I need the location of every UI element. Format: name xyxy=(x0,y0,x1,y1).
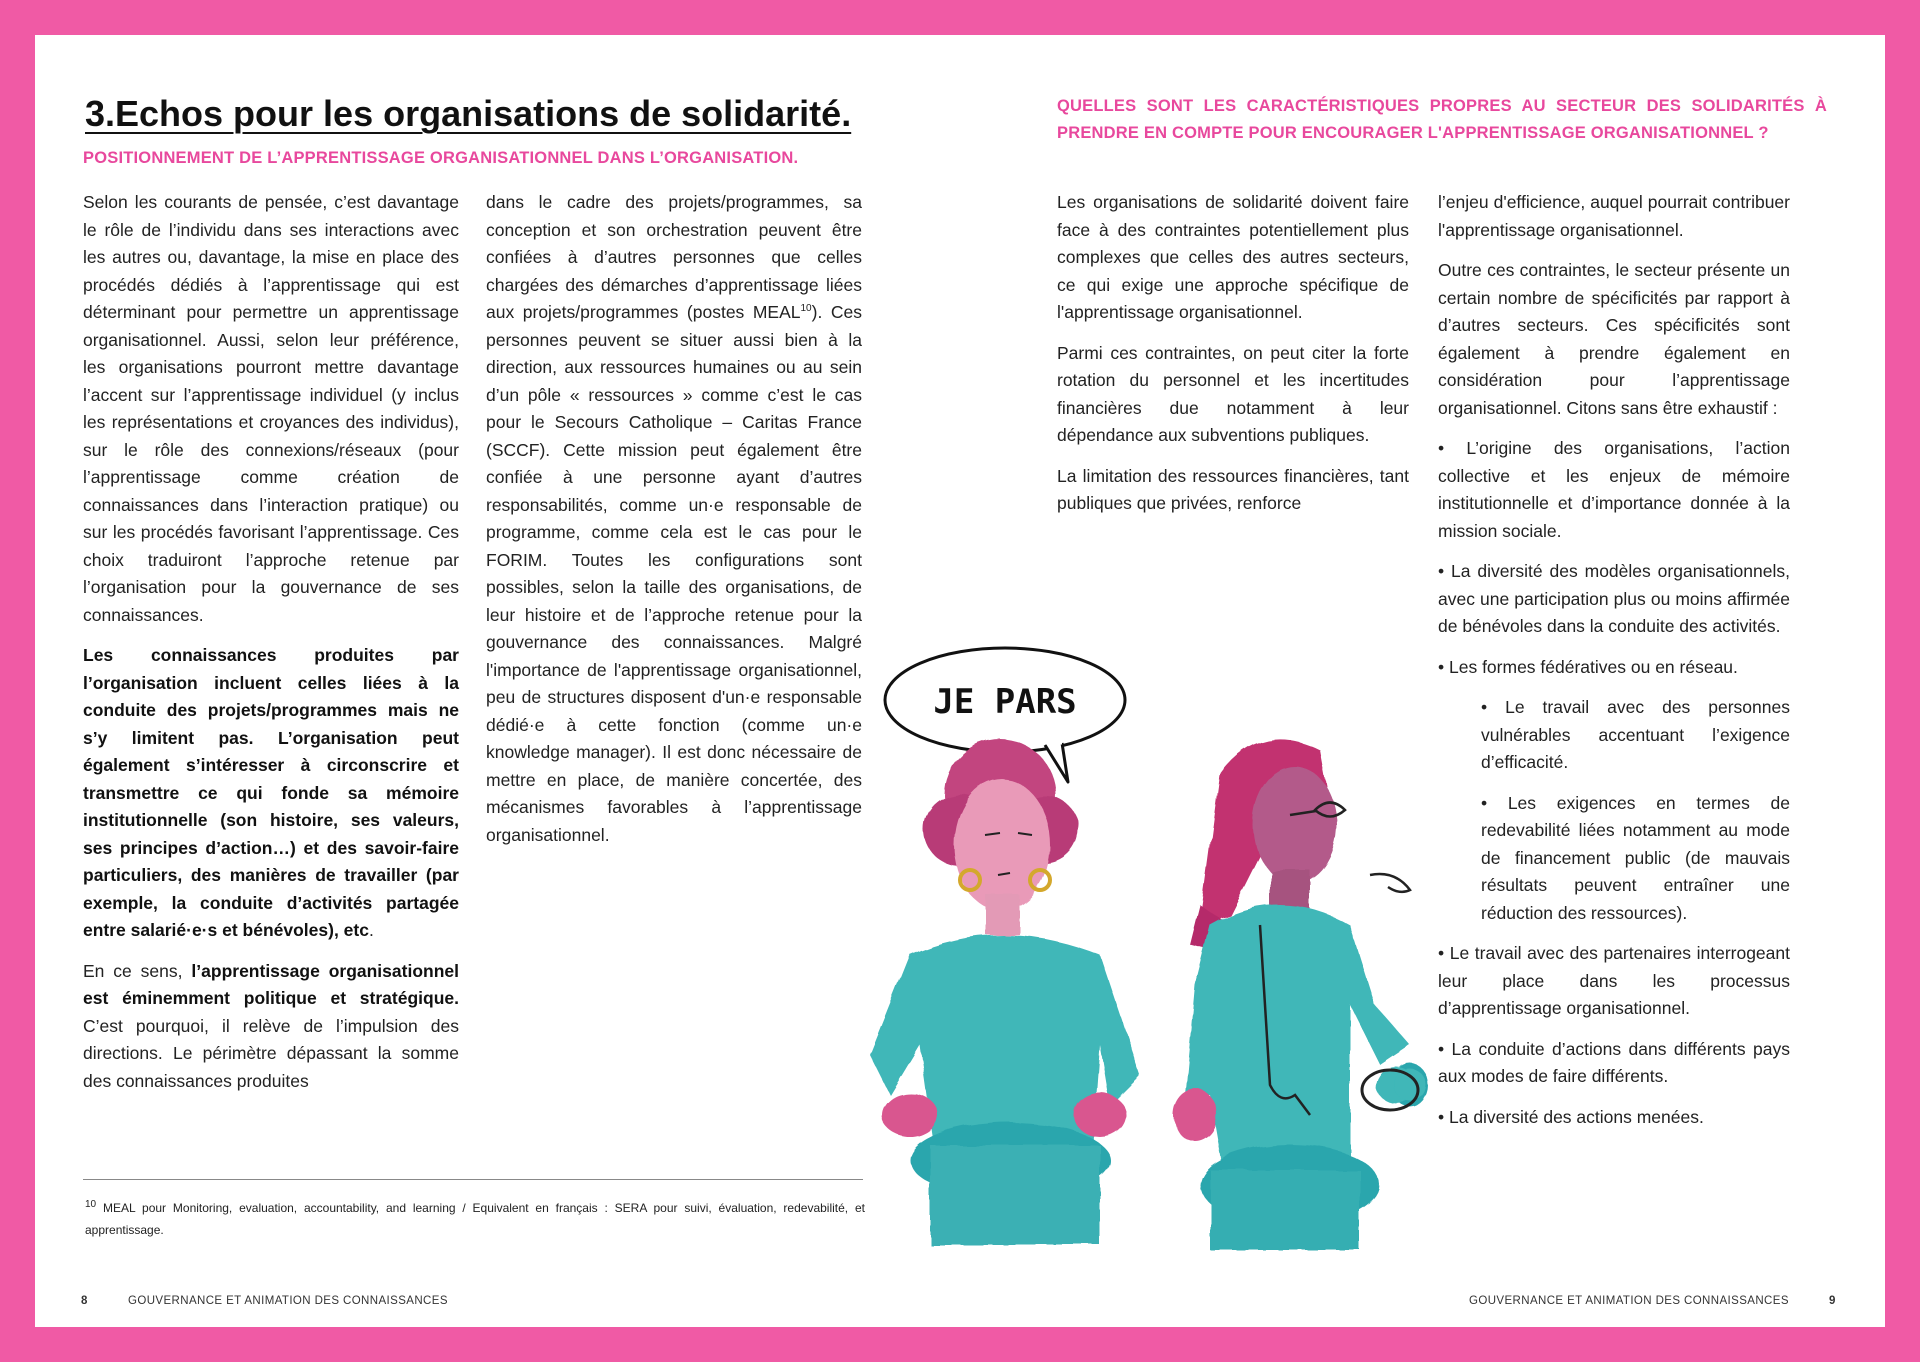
left-col2-p1-b: ). Ces personnes peuvent se situer aussi bien à la direction, aux ressources humaines ou au sein d’un pôle « ressources » comme c’est le cas pour le Secours Catholique – Caritas France (SCCF). Cette mission peut également être confiée à une personne ayant d’autres responsabilités, comme un·e responsable de programme, comme cela est le cas pour le FORIM. Toutes les configurations sont possibles, selon la taille des organisations, de leur histoire et de l’approche retenue pour la gouvernance des connaissances. Malgré l'importance de l'apprentissage organisationnel, peu de structures disposent d'un·e responsable dédié·e à cette fonction (comme un·e knowledge manager). Il est donc nécessaire de mettre en place, de manière concertée, des mécanismes favorables à l’apprentissage organisationnel. xyxy=(486,302,862,845)
speech-bubble-text: JE PARS xyxy=(933,682,1077,722)
footnote-ref-10[interactable]: 10 xyxy=(800,303,812,315)
document-spread xyxy=(35,35,1885,1327)
left-subheading: POSITIONNEMENT DE L’APPRENTISSAGE ORGANISATIONNEL DANS L’ORGANISATION. xyxy=(83,149,799,167)
left-col1-paragraph-2-end: . xyxy=(368,920,374,940)
footnote-divider xyxy=(83,1179,863,1180)
bullet-item: • Le travail avec des personnes vulnérables accentuant l’exigence d’efficacité. xyxy=(1481,697,1790,772)
bullet-item: • Le travail avec des partenaires interrogeant leur place dans les processus d’apprentissage organisationnel. xyxy=(1438,943,1790,1018)
left-col1-p3-rest: C’est pourquoi, il relève de l’impulsion des directions. Le périmètre dépassant la somme des connaissances produites xyxy=(83,1015,459,1091)
right-col1-paragraph-1: Les organisations de solidarité doivent faire face à des contraintes potentiellement plus complexes que celles des autres secteurs, ce qui exige une approche spécifique de l'apprentissage organisationnel. xyxy=(1057,192,1409,322)
footnote-number: 10 xyxy=(85,1199,97,1210)
right-col2-paragraph-2: Outre ces contraintes, le secteur présente un certain nombre de spécificités par rapport à d’autres secteurs. Ces spécificités sont également à prendre également en considération pour l’apprentissage organisationnel. Citons sans être exhaustif : xyxy=(1438,260,1790,418)
bullet-item: • Les formes fédératives ou en réseau. xyxy=(1438,656,1738,677)
left-col1-p3-intro: En ce sens, xyxy=(83,960,192,981)
left-col2-p1-a: dans le cadre des projets/programmes, sa conception et son orchestration peuvent être confiées à d’autres personnes que celles chargées des démarches d’apprentissage liées aux projets/programmes (postes MEAL xyxy=(486,192,862,322)
footer-left: GOUVERNANCE ET ANIMATION DES CONNAISSANCES xyxy=(128,1295,448,1307)
bullet-item: • L’origine des organisations, l’action collective et les enjeux de mémoire institutionnelle et d’importance donnée à la mission sociale. xyxy=(1438,438,1790,541)
left-col1-paragraph-2-bold: Les connaissances produites par l’organisation incluent celles liées à la conduite des projets/programmes mais ne s’y limitent pas. L’organisation peut également s’intéresser à circonscrire et transmettre ce qui fonde sa mémoire institutionnelle (son histoire, ses valeurs, ses principes d’action…) et des savoir-faire particuliers, des manières de travailler (par exemple, la conduite d’activités partagée entre salarié·e·s et bénévoles), etc xyxy=(83,645,459,940)
bullet-item: • La diversité des actions menées. xyxy=(1438,1106,1704,1127)
right-subheading: QUELLES SONT LES CARACTÉRISTIQUES PROPRES AU SECTEUR DES SOLIDARITÉS À PRENDRE EN COMPTE POUR ENCOURAGER L'APPRENTISSAGE ORGANISATIONNEL ? xyxy=(1057,97,1827,142)
section-title: 3.Echos pour les organisations de solidarité. xyxy=(85,93,852,134)
right-column-1 xyxy=(1057,189,1409,531)
right-col1-paragraph-3: La limitation des ressources financières, tant publiques que privées, renforce xyxy=(1057,465,1409,513)
left-col1-paragraph-3 xyxy=(83,958,459,1096)
right-col2-paragraph-1: l’enjeu d'efficience, auquel pourrait contribuer l'apprentissage organisationnel. xyxy=(1438,192,1790,240)
left-column-2 xyxy=(486,189,862,862)
left-col1-paragraph-1: Selon les courants de pensée, c’est davantage le rôle de l’individu dans ses interactions avec les autres ou, davantage, la mise en place des procédés dédiés à l’apprentissage qui est déterminant pour permettre un apprentissage organisationnel. Aussi, selon leur préférence, les organisations pourront mettre davantage l’accent sur l’apprentissage individuel (y inclus les représentations et croyances des individus), sur le rôle des connexions/réseaux (pour l’apprentissage comme création de connaissances dans l’interaction pratique) ou sur les procédés favorisant l’apprentissage. Ces choix traduiront l’approche retenue par l’organisation pour la gouvernance de ses connaissances. xyxy=(83,192,459,625)
left-col1-paragraph-2 xyxy=(83,642,459,945)
left-column-1 xyxy=(83,189,459,1108)
woman-left-figure xyxy=(870,739,1140,1245)
woman-right-figure xyxy=(1173,739,1428,1250)
illustration-two-women xyxy=(850,625,1490,1260)
page-number-left: 8 xyxy=(81,1295,88,1307)
bullet-item: • La conduite d’actions dans différents pays aux modes de faire différents. xyxy=(1438,1038,1790,1086)
bullet-item: • Les exigences en termes de redevabilité liées notamment au mode de financement public (de mauvais résultats peuvent entraîner une réduction des ressources). xyxy=(1481,792,1790,923)
footnote xyxy=(85,1197,865,1241)
left-col2-paragraph-1 xyxy=(486,189,862,849)
right-column-2 xyxy=(1438,189,1790,1144)
page-number-right: 9 xyxy=(1829,1295,1836,1307)
left-col1-p3-bold: l’apprentissage organisationnel est éminemment politique et stratégique. xyxy=(83,960,459,1008)
footnote-text: MEAL pour Monitoring, evaluation, accountability, and learning / Equivalent en français : SERA pour suivi, évaluation, redevabilité, et apprentissage. xyxy=(85,1201,865,1237)
bullet-item: • La diversité des modèles organisationnels, avec une participation plus ou moins affirmée de bénévoles dans la conduite des activités. xyxy=(1438,561,1790,636)
footer-right: GOUVERNANCE ET ANIMATION DES CONNAISSANCES xyxy=(1469,1295,1789,1307)
right-col1-paragraph-2: Parmi ces contraintes, on peut citer la forte rotation du personnel et les incertitudes financières due notamment à leur dépendance aux subventions publiques. xyxy=(1057,342,1409,445)
